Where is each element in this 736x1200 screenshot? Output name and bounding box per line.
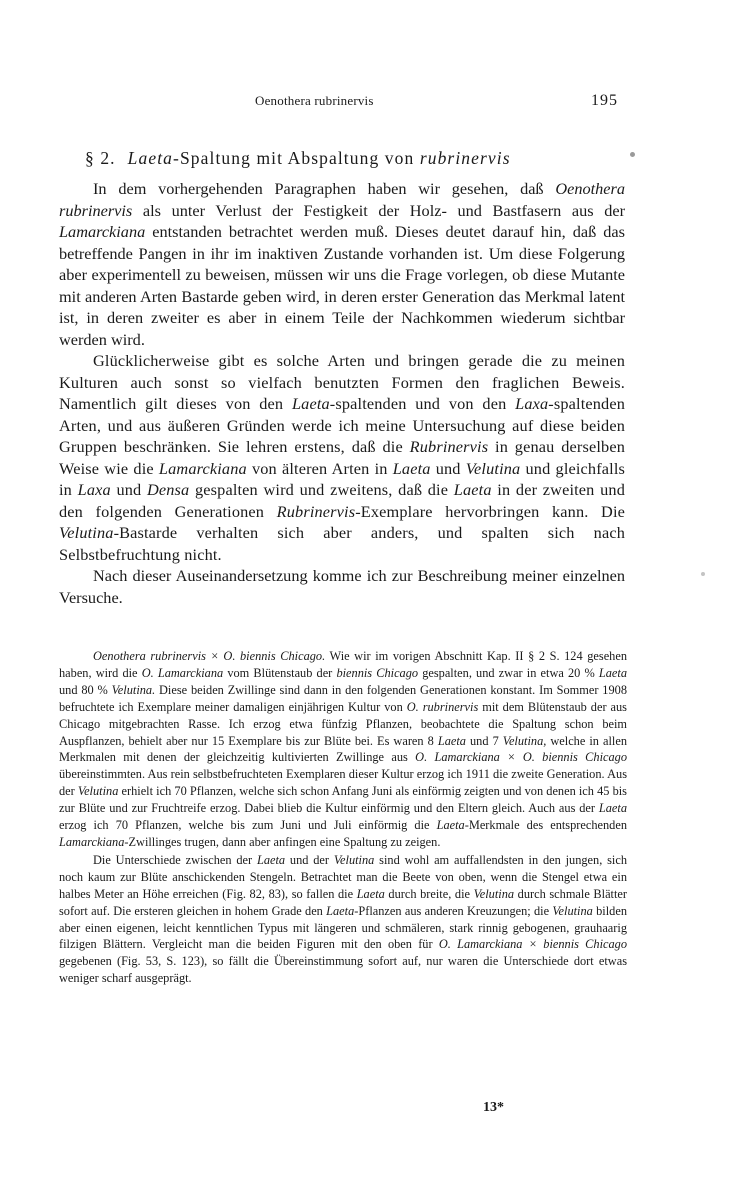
text-run: -Exemplare hervorbringen kann. Die <box>355 501 625 521</box>
text-run: Die Unterschiede zwischen der <box>93 852 257 867</box>
text-run: Nach dieser Auseinandersetzung komme ich zur Beschreibung meiner einzelnen Versuche. <box>59 566 625 607</box>
text-run: -spaltenden Arten, und aus äußeren Gründen werde ich meine Untersuchung auf diese beiden Gruppen beschränken. Sie lehren erstens, daß die <box>59 394 625 456</box>
italic-run: Velutina <box>59 523 114 542</box>
italic-run: Velutina, <box>502 733 547 748</box>
italic-run: Laeta <box>598 665 627 680</box>
text-run: als unter Verlust der Festigkeit der Holz- und Bastfasern aus der <box>132 200 625 220</box>
text-run: und 7 <box>465 733 503 748</box>
page-number: 195 <box>591 92 618 109</box>
italic-run: Laeta <box>291 394 330 413</box>
text-run: sind wohl am auffallendsten in den jungen, sich noch kaum zur Blüte anschickenden Stengeln. Betrachtet man die Beete von oben, wenn die Stengel etwa ein halbes Meter an Höhe erreichen (Fig. 82, 83), so fallen die <box>59 852 627 901</box>
paragraph-2 <box>59 350 625 565</box>
text-run: gespalten, und zwar in etwa 20 % <box>418 665 599 680</box>
text-run: übereinstimmten. Aus rein selbstbefruchteten Exemplaren dieser Kultur erzog ich 1911 die zweite Generation. Aus der <box>59 767 627 799</box>
italic-run: Rubrinervis <box>276 501 356 521</box>
text-run: durch schmale Blätter sofort auf. Die ersteren gleichen in hohem Grade den <box>59 886 627 918</box>
text-run: gespalten wird und zweitens, daß die <box>189 480 454 499</box>
italic-run: Laxa <box>77 480 111 499</box>
italic-run: Laeta <box>326 903 355 918</box>
italic-run: Laeta <box>598 801 627 816</box>
italic-run: Densa <box>146 480 190 499</box>
italic-run: Velutina. <box>111 682 156 697</box>
text-run: In dem vorhergehenden Paragraphen haben wir gesehen, daß <box>93 179 544 198</box>
text-run: und <box>110 480 147 499</box>
text-run: Glücklicherweise gibt es solche Arten und bringen gerade die zu meinen Kulturen auch sonst so vielfach benutzten Formen den fraglichen Beweis. Namentlich gilt dieses von den <box>59 351 625 413</box>
italic-run: Laeta <box>453 480 492 499</box>
text-run: und gleichfalls in <box>59 458 625 499</box>
main-text <box>59 178 625 608</box>
heading-italic: Laeta <box>127 148 174 168</box>
text-run: -Pflanzen aus anderen Kreuzungen; die <box>354 903 553 918</box>
text-run: -Zwillinges trugen, dann aber anfingen eine Spaltung zu zeigen. <box>124 834 441 849</box>
text-run: -Merkmale des entsprechenden <box>464 818 627 833</box>
italic-run: biennis Chicago <box>336 665 419 680</box>
italic-run: Oenothera rubrinervis × O. biennis Chicago. <box>93 649 326 663</box>
text-run: in genau derselben Weise wie die <box>59 437 625 478</box>
italic-run: Lamarckiana <box>59 834 125 849</box>
text-run: erzog ich 70 Pflanzen, welche bis zum Juni und Juli einförmig die <box>59 818 437 833</box>
italic-run: Laeta <box>437 733 466 748</box>
italic-run: Laeta <box>356 886 385 901</box>
italic-run: O. Lamarckiana × biennis Chicago <box>438 937 628 952</box>
text-run: -spaltenden und von den <box>329 394 516 413</box>
text-run: -Bastarde verhalten sich aber anders, und spalten sich nach Selbstbefruchtung nicht. <box>59 523 625 564</box>
paragraph-1 <box>59 178 625 350</box>
small-print-section <box>59 648 627 987</box>
section-heading <box>85 148 625 169</box>
text-run: Diese beiden Zwillinge sind dann in den folgenden Generationen konstant. Im Sommer 1908 befruchtete ich Exemplare meiner damaligen einjährigen Kultur von <box>59 682 627 714</box>
running-title: Oenothera rubrinervis <box>255 93 374 108</box>
text-run: welche in allen Merkmalen mit denen der gleichzeitig kultivierten Zwillinge aus <box>59 733 627 765</box>
text-run: bilden aber einen eigenen, leicht kenntlichen Typus mit längeren und schmäleren, stark rinnig gebogenen, grauhaarig filzigen Blättern. Vergleicht man die beiden Figuren mit den oben für <box>59 903 627 952</box>
italic-run: Rubrinervis <box>409 437 489 456</box>
italic-run: Laxa <box>515 394 549 413</box>
signature-mark: 13* <box>483 1100 504 1115</box>
italic-run: O. Lamarckiana × O. biennis Chicago <box>415 750 627 765</box>
heading-italic-2: rubrinervis <box>419 148 511 168</box>
text-run: und der <box>285 852 334 867</box>
text-run: und 80 % <box>59 682 112 697</box>
italic-run: Velutina <box>465 458 521 478</box>
italic-run: Velutina <box>473 886 515 901</box>
italic-run: Laeta <box>256 852 286 867</box>
ink-speck <box>701 572 705 576</box>
italic-run: O. rubrinervis <box>406 699 479 714</box>
italic-run: O. Lamarckiana <box>141 665 224 680</box>
ink-speck <box>630 152 635 157</box>
text-run: Wie wir im vorigen Abschnitt Kap. II § 2 S. 124 gesehen haben, wird die <box>59 649 627 680</box>
text-run: und <box>430 458 466 478</box>
italic-run: Velutina <box>333 852 375 867</box>
text-run: entstanden betrachtet werden muß. Dieses deutet darauf hin, daß das betreffende Pangen in ihr im inaktiven Zustande vorhanden ist. Um diese Folgerung aber experimentell zu beweisen, müssen wir uns die Frage vorlegen, ob diese Mutante mit anderen Arten Bastarde geben wird, in deren erster Generation das Merkmal latent ist, in deren zweiter es aber in einem Teile der Nachkommen wiederum sichtbar werden wird. <box>59 222 625 349</box>
text-run: von älteren Arten in <box>246 458 393 478</box>
italic-run: Velutina <box>77 784 119 799</box>
italic-run: Lamarckiana <box>59 222 146 241</box>
italic-run: Laeta <box>436 818 465 833</box>
paragraph-3 <box>59 565 625 608</box>
italic-run: Laeta <box>392 458 431 478</box>
heading-text: -Spaltung mit Abspaltung von <box>173 148 415 168</box>
italic-run: Velutina <box>552 903 593 918</box>
section-number: § 2. <box>85 148 116 168</box>
small-paragraph-2 <box>59 852 627 987</box>
text-run: durch breite, die <box>384 886 474 901</box>
text-run: erhielt ich 70 Pflanzen, welche sich schon Anfang Juni als einförmig zeigten und von denen ich 45 bis zur Blüte und zur Fruchtreife erzog. Dabei blieb die Kultur einförmig und den Eltern gleich. Auch aus der <box>59 784 627 816</box>
text-run: vom Blütenstaub der <box>223 665 337 680</box>
italic-run: Oenothera rubrinervis <box>59 179 625 220</box>
italic-run: Lamarckiana <box>158 458 247 478</box>
text-run: gegebenen (Fig. 53, S. 123), so fällt die Übereinstimmung sofort auf, nur waren die Unterschiede dort etwas weniger scharf ausgeprägt. <box>59 954 627 986</box>
text-run: in der zweiten und den folgenden Generationen <box>59 480 626 521</box>
text-run: mit dem Blütenstaub der aus Chicago mitgebrachten Rasse. Ich erzog etwa fünfzig Pflanzen, beobachtete die Spaltung schon beim Auspflanzen, behielt aber nur 15 Exemplare bis zur Blüte bei. Es waren 8 <box>59 699 627 748</box>
small-paragraph-1 <box>59 648 627 851</box>
